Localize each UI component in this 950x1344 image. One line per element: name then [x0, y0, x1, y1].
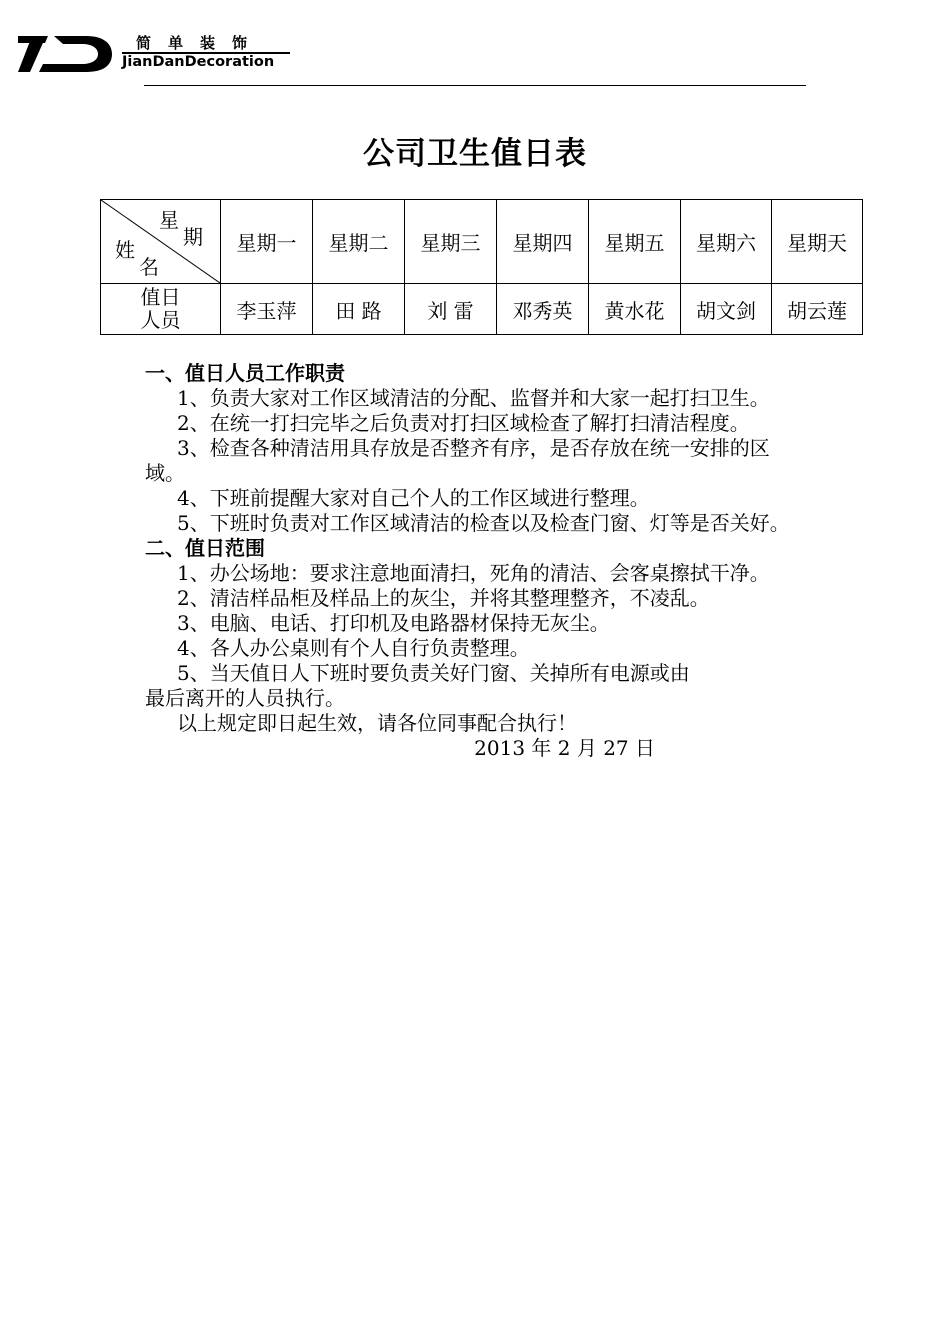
header-rule	[144, 85, 806, 86]
jd-logo-icon	[18, 34, 114, 74]
list-item: 4、各人办公桌则有个人自行负责整理。	[177, 636, 530, 660]
person-cell: 李玉萍	[221, 284, 313, 335]
document-date: 2013 年 2 月 27 日	[474, 736, 655, 760]
logo-english-text: JianDanDecoration	[122, 54, 275, 70]
section-heading: 一、值日人员工作职责	[145, 361, 345, 385]
list-item: 5、下班时负责对工作区域清洁的检查以及检查门窗、灯等是否关好。	[177, 511, 790, 535]
list-item: 3、检查各种清洁用具存放是否整齐有序，是否存放在统一安排的区域。	[145, 436, 770, 485]
document-body	[145, 361, 825, 761]
logo-chinese-text: 简单装饰	[136, 34, 265, 52]
page-title: 公司卫生值日表	[363, 136, 587, 172]
closing-statement: 以上规定即日起生效，请各位同事配合执行！	[177, 711, 577, 735]
list-item: 2、清洁样品柜及样品上的灰尘，并将其整理整齐，不凌乱。	[177, 586, 710, 610]
diagonal-header-cell	[101, 200, 221, 284]
day-header: 星期二	[313, 200, 405, 284]
list-item: 1、负责大家对工作区域清洁的分配、监督并和大家一起打扫卫生。	[177, 386, 770, 410]
row-header-line: 人员	[140, 308, 181, 332]
list-item: 1、办公场地：要求注意地面清扫，死角的清洁、会客桌擦拭干净。	[177, 561, 770, 585]
row-header-cell	[101, 284, 221, 335]
company-logo	[18, 30, 298, 78]
corner-label: 名	[139, 255, 159, 279]
day-header: 星期三	[405, 200, 497, 284]
list-item: 5、当天值日人下班时要负责关好门窗、关掉所有电源或由	[177, 661, 690, 685]
section-heading: 二、值日范围	[145, 536, 265, 560]
day-header: 星期一	[221, 200, 313, 284]
list-item: 3、电脑、电话、打印机及电路器材保持无灰尘。	[177, 611, 610, 635]
day-header: 星期六	[681, 200, 772, 284]
person-cell: 胡云莲	[772, 284, 863, 335]
corner-label: 星	[159, 208, 179, 232]
corner-label: 期	[183, 225, 203, 249]
corner-label: 姓	[115, 238, 135, 262]
list-item-continuation: 最后离开的人员执行。	[145, 686, 345, 710]
list-item: 2、在统一打扫完毕之后负责对打扫区域检查了解打扫清洁程度。	[177, 411, 750, 435]
table-row	[101, 284, 863, 335]
day-header: 星期五	[589, 200, 681, 284]
duty-table	[100, 199, 863, 335]
person-cell: 刘 雷	[405, 284, 497, 335]
day-header: 星期四	[497, 200, 589, 284]
person-cell: 胡文剑	[681, 284, 772, 335]
person-cell: 邓秀英	[497, 284, 589, 335]
person-cell: 黄水花	[589, 284, 681, 335]
list-item: 4、下班前提醒大家对自己个人的工作区域进行整理。	[177, 486, 650, 510]
person-cell: 田 路	[313, 284, 405, 335]
day-header: 星期天	[772, 200, 863, 284]
row-header-line: 值日	[140, 285, 181, 309]
table-header-row	[101, 200, 863, 284]
